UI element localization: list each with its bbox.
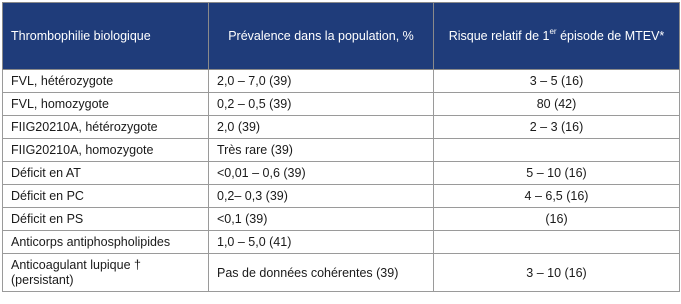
cell-risk: 3 – 10 (16) [434,254,680,292]
cell-marker-line2: (persistant) [11,272,74,287]
cell-marker-line1: Anticoagulant lupique † [11,257,141,272]
table-row [3,116,680,139]
cell-prevalence: 0,2– 0,3 (39) [209,185,434,208]
cell-prevalence: <0,01 – 0,6 (39) [209,162,434,185]
header-risque-relatif [434,3,680,70]
cell-marker: FVL, hétérozygote [3,70,209,93]
cell-prevalence: <0,1 (39) [209,208,434,231]
table-row [3,185,680,208]
cell-marker: FIIG20210A, hétérozygote [3,116,209,139]
cell-marker: Anticorps antiphospholipides [3,231,209,254]
cell-prevalence: Très rare (39) [209,139,434,162]
cell-marker: FVL, homozygote [3,93,209,116]
cell-risk [434,231,680,254]
header-thrombophilie: Thrombophilie biologique [3,3,209,70]
cell-prevalence: 2,0 – 7,0 (39) [209,70,434,93]
thrombophilia-table [2,2,680,292]
thrombophilia-table-container [2,2,679,292]
header-risque-superscript: er [549,27,557,37]
cell-prevalence: 0,2 – 0,5 (39) [209,93,434,116]
cell-marker: FIIG20210A, homozygote [3,139,209,162]
cell-risk: 3 – 5 (16) [434,70,680,93]
cell-marker: Déficit en PS [3,208,209,231]
table-row [3,254,680,292]
table-row [3,208,680,231]
table-row [3,162,680,185]
cell-risk: 80 (42) [434,93,680,116]
cell-prevalence: Pas de données cohérentes (39) [209,254,434,292]
header-prevalence: Prévalence dans la population, % [209,3,434,70]
cell-marker [3,254,209,292]
cell-risk [434,139,680,162]
cell-marker: Déficit en PC [3,185,209,208]
cell-marker: Déficit en AT [3,162,209,185]
cell-prevalence: 1,0 – 5,0 (41) [209,231,434,254]
header-risque-text: Risque relatif de 1 [448,29,550,44]
cell-risk: 4 – 6,5 (16) [434,185,680,208]
cell-risk: (16) [434,208,680,231]
cell-risk: 5 – 10 (16) [434,162,680,185]
header-risque-text-end: épisode de MTEV* [556,29,665,44]
cell-risk: 2 – 3 (16) [434,116,680,139]
table-row [3,231,680,254]
cell-prevalence: 2,0 (39) [209,116,434,139]
table-row [3,139,680,162]
table-header-row [3,3,680,70]
table-row [3,70,680,93]
table-row [3,93,680,116]
